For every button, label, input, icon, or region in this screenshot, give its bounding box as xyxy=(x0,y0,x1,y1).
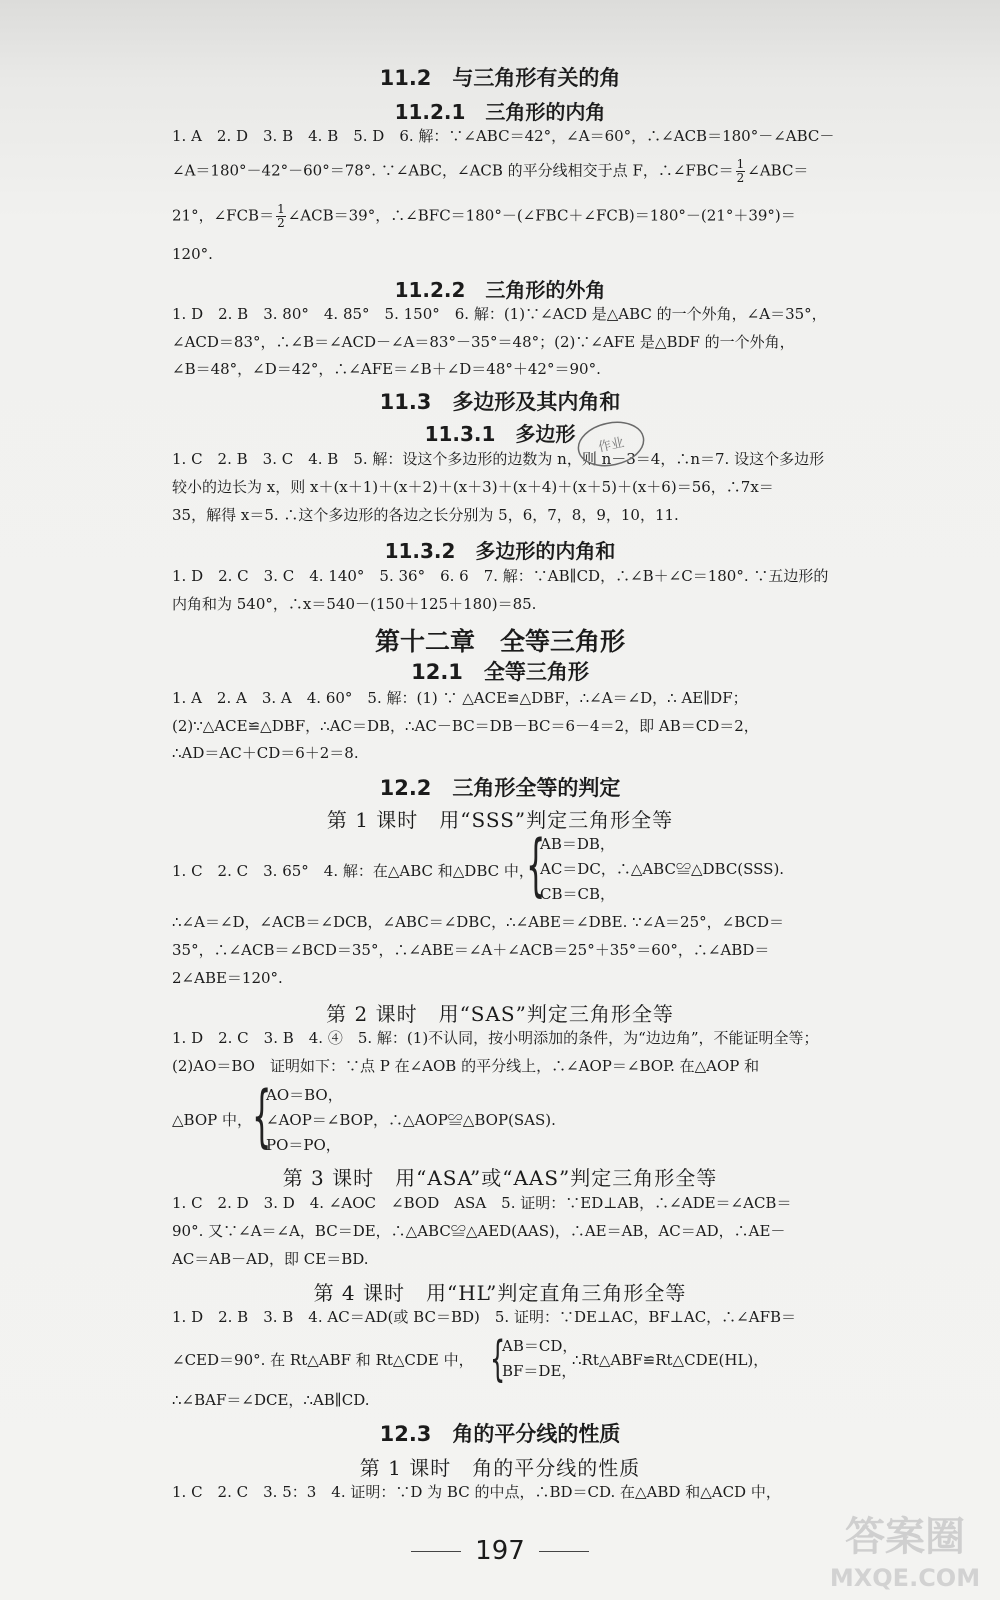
stamp-text: 作业 xyxy=(597,435,626,456)
answer-line: 1. C 2. B 3. C 4. B 5. 解：设这个多边形的边数为 n，则 n－3＝4，∴n＝7. 设这个多边形 xyxy=(172,450,825,468)
answer-line: 较小的边长为 x，则 x＋(x＋1)＋(x＋2)＋(x＋3)＋(x＋4)＋(x＋5)＋(x＋6)＝56，∴7x＝ xyxy=(172,478,774,496)
answer-line: ∴AD＝AC＋CD＝6＋2＝8. xyxy=(172,744,359,762)
answer-line: 35°，∴∠ACB＝∠BCD＝35°，∴∠ABE＝∠A＋∠ACB＝25°＋35°＝60°，∴∠ABD＝ xyxy=(172,941,770,959)
answer-line: 120°. xyxy=(172,245,213,263)
answer-line: 1. A 2. A 3. A 4. 60° 5. 解：(1) ∵ △ACE≌△DBF，∴∠A＝∠D，∴ AE∥DF； xyxy=(172,689,748,707)
watermark-logo xyxy=(820,1498,990,1598)
fraction xyxy=(276,203,286,230)
answer-text: ∠ABC＝ xyxy=(747,161,809,180)
equation: CB＝CB， xyxy=(540,885,616,903)
section-heading-11-3-2: 11.3.2 多边形的内角和 xyxy=(384,539,616,563)
equation-system-row xyxy=(172,1331,812,1387)
equation: BF＝DE， xyxy=(502,1362,577,1380)
watermark-top-text: 答案圈 xyxy=(845,1514,965,1560)
stamp-icon xyxy=(574,418,648,470)
answer-line xyxy=(172,158,812,185)
fraction-denominator: 2 xyxy=(736,171,745,185)
answer-text: 1. C 2. C 3. 65° 4. 解：在△ABC 和△DBC 中， xyxy=(172,862,534,880)
chapter-heading-12: 第十二章 全等三角形 xyxy=(374,627,625,656)
answer-line: 1. D 2. B 3. B 4. AC＝AD(或 BC＝BD) 5. 证明：∵DE⊥AC，BF⊥AC，∴∠AFB＝ xyxy=(172,1308,797,1326)
answer-text: ∠CED＝90°. 在 Rt△ABF 和 Rt△CDE 中， xyxy=(172,1351,474,1369)
answer-line: (2)AO＝BO 证明如下：∵点 P 在∠AOB 的平分线上，∴∠AOP＝∠BOP. 在△AOP 和 xyxy=(172,1057,760,1075)
answer-text: 21°，∠FCB＝ xyxy=(172,206,275,225)
divider xyxy=(411,1551,461,1552)
fraction-numerator: 1 xyxy=(736,157,745,171)
answer-line: 1. A 2. D 3. B 4. B 5. D 6. 解：∵∠ABC＝42°，∠A＝60°，∴∠ACB＝180°－∠ABC－ xyxy=(172,127,835,145)
section-heading-11-2-2: 11.2.2 三角形的外角 xyxy=(394,278,606,302)
section-heading-11-2-1: 11.2.1 三角形的内角 xyxy=(394,100,606,124)
answer-line: ∠B＝48°，∠D＝42°，∴∠AFE＝∠B＋∠D＝48°＋42°＝90°. xyxy=(172,360,601,378)
equation: PO＝PO， xyxy=(266,1136,341,1154)
answer-text: △BOP 中， xyxy=(172,1111,252,1129)
section-heading-11-3-1: 11.3.1 多边形 xyxy=(424,422,576,446)
answer-line: 1. C 2. C 3. 5：3 4. 证明：∵D 为 BC 的中点，∴BD＝CD. 在△ABD 和△ACD 中， xyxy=(172,1483,781,1501)
divider xyxy=(539,1551,589,1552)
answer-line: 90°. 又∵∠A＝∠A，BC＝DE，∴△ABC≌△AED(AAS)，∴AE＝AB，AC＝AD，∴AE－ xyxy=(172,1222,786,1240)
answer-line: (2)∵△ACE≌△DBF，∴AC＝DB，∴AC－BC＝DB－BC＝6－4＝2，即 AB＝CD＝2， xyxy=(172,717,759,735)
equation: AC＝DC，∴△ABC≌△DBC(SSS). xyxy=(540,860,785,878)
lesson-heading-2: 第 2 课时 用“SAS”判定三角形全等 xyxy=(326,1002,674,1026)
lesson-heading-3: 第 3 课时 用“ASA”或“AAS”判定三角形全等 xyxy=(282,1166,718,1190)
equation: AO＝BO， xyxy=(266,1086,343,1104)
watermark-bottom-text: MXQE.COM xyxy=(829,1564,981,1592)
answer-text: ∴Rt△ABF≌Rt△CDE(HL)， xyxy=(572,1351,769,1369)
brace-icon: { xyxy=(252,1077,272,1156)
fraction-denominator: 2 xyxy=(277,216,285,230)
answer-line: ∠ACD＝83°，∴∠B＝∠ACD－∠A＝83°－35°＝48°；(2)∵∠AFE 是△BDF 的一个外角， xyxy=(172,333,795,351)
fraction xyxy=(736,158,746,185)
lesson-heading-12-3-1: 第 1 课时 角的平分线的性质 xyxy=(359,1456,641,1480)
equation-system xyxy=(266,1083,556,1158)
equation-system xyxy=(540,832,784,907)
equation: AB＝DB， xyxy=(540,835,615,853)
section-heading-11-3: 11.3 多边形及其内角和 xyxy=(379,390,621,414)
answer-line: 内角和为 540°，∴x＝540－(150＋125＋180)＝85. xyxy=(172,595,537,613)
equation: AB＝CD， xyxy=(502,1337,578,1355)
answer-line: 2∠ABE＝120°. xyxy=(172,969,283,987)
answer-line: 1. D 2. B 3. 80° 4. 85° 5. 150° 6. 解：(1)∵∠ACD 是△ABC 的一个外角，∠A＝35°， xyxy=(172,305,827,323)
equation-system xyxy=(502,1334,577,1384)
brace-icon: { xyxy=(490,1331,506,1387)
section-heading-12-2: 12.2 三角形全等的判定 xyxy=(379,776,621,800)
brace-icon: { xyxy=(526,826,546,905)
section-heading-12-3: 12.3 角的平分线的性质 xyxy=(379,1422,621,1446)
answer-text: ∠ACB＝39°，∴∠BFC＝180°－(∠FBC＋∠FCB)＝180°－(21°＋39°)＝ xyxy=(287,206,796,225)
section-heading-12-1: 12.1 全等三角形 xyxy=(411,660,589,684)
page-number-text: 197 xyxy=(475,1536,525,1566)
answer-line: 1. D 2. C 3. C 4. 140° 5. 36° 6. 6 7. 解：∵AB∥CD，∴∠B＋∠C＝180°. ∵五边形的 xyxy=(172,567,829,585)
equation-system-row xyxy=(172,826,812,908)
section-heading-11-2: 11.2 与三角形有关的角 xyxy=(379,66,621,90)
answer-line: AC＝AB－AD，即 CE＝BD. xyxy=(172,1250,369,1268)
answer-line: ∴∠BAF＝∠DCE，∴AB∥CD. xyxy=(172,1391,370,1409)
equation-system-row xyxy=(172,1077,812,1159)
answer-line: 35，解得 x＝5. ∴这个多边形的各边之长分别为 5，6，7，8，9，10，11. xyxy=(172,506,679,524)
answer-line: 1. D 2. C 3. B 4. ④ 5. 解：(1)不认同，按小明添加的条件，为“边边角”，不能证明全等； xyxy=(172,1029,819,1047)
answer-line xyxy=(172,203,812,230)
fraction-numerator: 1 xyxy=(277,202,285,216)
answer-text: ∠A＝180°－42°－60°＝78°. ∵∠ABC，∠ACB 的平分线相交于点 F，∴∠FBC＝ xyxy=(172,161,734,180)
answer-line: ∴∠A＝∠D，∠ACB＝∠DCB，∠ABC＝∠DBC，∴∠ABE＝∠DBE. ∵∠A＝25°，∠BCD＝ xyxy=(172,913,785,931)
answer-line: 1. C 2. D 3. D 4. ∠AOC ∠BOD ASA 5. 证明：∵ED⊥AB，∴∠ADE＝∠ACB＝ xyxy=(172,1194,792,1212)
equation: ∠AOP＝∠BOP，∴△AOP≌△BOP(SAS). xyxy=(266,1111,556,1129)
lesson-heading-1: 第 1 课时 用“SSS”判定三角形全等 xyxy=(326,808,674,832)
lesson-heading-4: 第 4 课时 用“HL”判定直角三角形全等 xyxy=(313,1281,687,1305)
